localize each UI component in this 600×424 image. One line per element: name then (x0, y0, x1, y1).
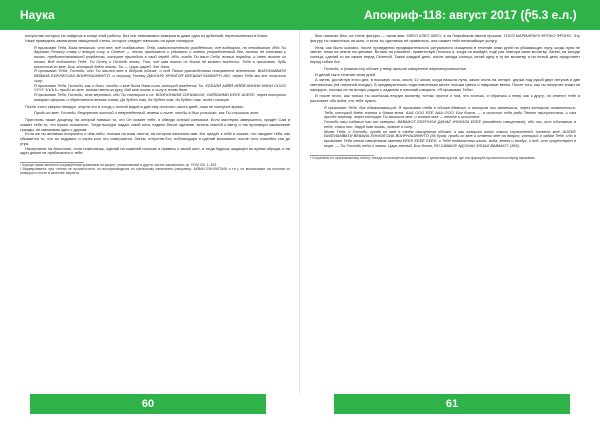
invocation-quote: Я призываю Тебя, бог обманывающий. Я призываю тебя в облике Мемоса, в котором ты являешься, через которого появляешься, Тебя, который даёт знания и блага всем. ААА ООО ЕЕЕ ААА ООО, Бог богов, — я очистил себя ради Твоего присутствия, и сам принёс жертву, через которую Ты явишься мне, и знание моё — вечное и истинное. (324, 104, 576, 120)
right-page-body (310, 34, 580, 372)
left-page-body (20, 34, 290, 372)
paragraph: Если же ты желаешь вопросить о чём-либо, положи на язык листок, на котором написано имя. Бог придёт к тебе и скажет, что ожидает тебя, как сбывается то, что ты задумал, и через кого это совершится. Затем, отпустив Его, поблагодари и сделай возлияние, после чего спокойно спи до утра. (20, 131, 290, 146)
invocation-quote: Молю Тебя, о Господь, приди ко мне в своём священном облике, и как говорит голос твоих служителей, ответь мне. АОЕЕЕ ВИАТИАМВАТИ ВЕВАИА ЕИНЛАТОИА ВОИРНАОИМНТŌ (36 букв): приди ко мне и ответь мне на вопрос, который я задам Тебе, ибо я призываю Тебя своим священным именем ЕЕЕЕ ЕЕЕЕ ЕЕЕЕ, и Тебе подвластны огонь, вода, земля и воздух, и всё, что существует в мире, — Ты Господь неба и земли, Царь вечный, Бог богов, ЯО САВАОФ АДОНАИ ЭЛОАИ ВАВАИОТ (365). (324, 128, 576, 148)
footnote: ² Варвароимена: при чтении не произносятся, но воспроизводятся по греческому написанию (например, АЕВАИ ЕИНЛАТОИА и т.п.); их выписывают на полоске из папируса и носят в качестве амулета. (20, 167, 290, 176)
paragraph: А затем, достигнув этого дня, в восьмую ночь, около 11 часов, когда взошла луна, зажги огонь на алтаре, держа под рукой двух петухов и две светильника (на глиняной посуде). В предварительно подготовленном месте положи цветы и лавровые ветви. После того, как ты начертил знаки на папирусе, положи их на алтарь рядом с ладаном и начинай говорить: «Я призываю Тебя». (310, 77, 580, 92)
issue-title: Апокриф-118: август 2017 (ⴡ5.3 е.л.) (364, 8, 577, 22)
invocation-quote: Господь, в (таком-то) облике у нему пришла священное жертвоприношение. (324, 65, 468, 71)
footer-bar-right (334, 394, 570, 414)
paragraph: Ниже приведено заклинание священной стелы, которое следует написать на куске папируса: (25, 37, 195, 43)
footnote: ³ Сохранено по оригинальному тексту; иногда используется ассимиляция с греческим кругом, где эта формула произносится перед призывом. (310, 155, 536, 160)
paragraph: получение которых ты найдешь в конце этой работы. Без них невозможно завершить даже одно из действий, перечисленных в Книге. (25, 34, 269, 38)
invocation-quote: Приди ко мне, Господи, безупречно чистый и неврежденный, вовеки и ныне, чтобы я был услышан, как Ты слышишь всех. (34, 110, 260, 116)
paragraph: После этого сверни папирус, опусти его в сосуд с чистой водой и дай ему постоять шесть дней, пока не наступит время. (25, 103, 244, 109)
invocation-quote: Я призываю Тебя, Господи, как и боги, чтобы и мне была дана сила, которой владеешь Ты. ЕЕБАЭЙ АЙЙЙ ИЙЙЙ ИИИИИ ИИИИ ОООО УУУУ ЪЪЪЪ: приди ко мне, возьми меня за руку, дай мне жизнь и силу в этом деле. (34, 82, 286, 93)
page-number-left: 60 (141, 398, 155, 410)
paragraph: Начертание на Аполлоне, если пожелаешь, сделай на кожаной полоске и привесь к своей шее, и тогда будешь защищён во время обряда, и ни один демон не приблизится к тебе. (20, 145, 290, 156)
page-gutter (299, 30, 300, 394)
paragraph: Итак, как было сказано, после проведения предварительного ритуального очищения в течение семи дней на убывающую луну, когда луна не светит, лежи на земле на циновке. Встань на рассвете, приветствуй Гелиоса и, когда он взойдёт, ещё раз повтори свою молитву. Затем, на заходе солнца, сделай то же самое перед Селеной. Также каждый день, после захода солнца, читай одну и ту же молитву, и на пятый день предстанет перед тобою бог. (310, 44, 580, 64)
page-header (0, 0, 600, 30)
section-title: Наука (20, 8, 55, 22)
paragraph: Приготовь также дощечку, на которой напиши то, что Он скажет тебе, и обведи острый кончиком. Если мистерия завершится, придёт Сам и скажет тебе то, что нужно исполнить. Тогда воскури ладан, омой ноги, надень белое одеяние, встань спиной к свету и так проговори заклинание трижды, не смешивая одно с другим. (20, 117, 290, 132)
footnote: ¹ Корица также является сокращённым указанием на рецепт, упоминаемый в других частях заклинания; ср. PGM XIII, 1–343. (20, 163, 218, 167)
paragraph: И делай так в течение семи дней. (315, 72, 377, 78)
invocation-quote: Я призываю Тебя, Бога великого, что вне, всё создавшего; Тебя, самостоятельно рождённого, всё видящего, но невидимого. Ибо Ты даровал Гелиосу славу и всякую силу, а Селене — честь прибывать и убывать и иметь упорядоченный бег, ничего не отнимая у тьмы, предшествовавшей рождению, которое приходит в свой черёд. Ибо, когда Ты явил Себя, возник порядок, и свет вышел из тьмы. Всё подчинено Тебе, Ты Отец и Господь всего, Тот, чьё имя никто из богов не может вынести. Тебя я призываю, будь милостив ко мне, Бог, который даёт жизнь; Ты — Царь царей, Зэн Зэна. (34, 44, 286, 69)
paragraph: И после этого, как только ты окончишь вторую молитву, тотчас прочти о том, что хочешь, и обратись к нему, как к другу; он ответит тебе и расскажет обо всём, что тебе нужно. (310, 93, 580, 103)
invocation-quote: Я призываю Тебя, Господи, всех мертвых, ибо Ты сотворил и их. ВОИНОНАИМ СИНИАКОИ, ОИЙКАИМИ ЕЕЕЕ АОЕЕЕ, через которого говорят пророки и обретается вечная слава. Да будет так, да будет так, да будет так, ныне и вскоре. (34, 92, 286, 102)
paragraph: был написан Иао; на стене фигуры — таков имя: ІІІЛЕО ІІЛЕО ІІЛЕО, а на Пифийском имени пришли: ТНОЭ МАРМАРАУЭ ФРОНО ФРОНО. Эту фигуру ты поместишь на шею, и если ты сделаешь её правильно, она окажет тебе величайшую услугу. (310, 34, 580, 43)
invocation-quote: Господь наш избавил нас от скверны. ВАВАИОТ ЕЕЕРНОИ ДАНАЕ ИФИИЛА ЕЕЕЕ (поимённо священные); ибо ты, кто обитаешь в небе, спаси нас, даруй нам жизнь, знание и силу. (324, 119, 576, 129)
footer-bar-left (30, 394, 266, 414)
invocation-quote: Я призываю Тебя, Господи, ибо Ты явился мне в добром облике, и под Твоим руководством покоряется вселенная. ВИАТИАМВАТИ ВЕВАИА ЕИНЛАТОИА ВОИРНАОИМНТŌ, и страшу Твоему ДАНОИФ КРИАТОЯ ВЕЕШАИ БИАВИТН АЮ: через Тебя мы все получили силу. (34, 68, 286, 83)
page-number-right: 61 (445, 398, 459, 410)
